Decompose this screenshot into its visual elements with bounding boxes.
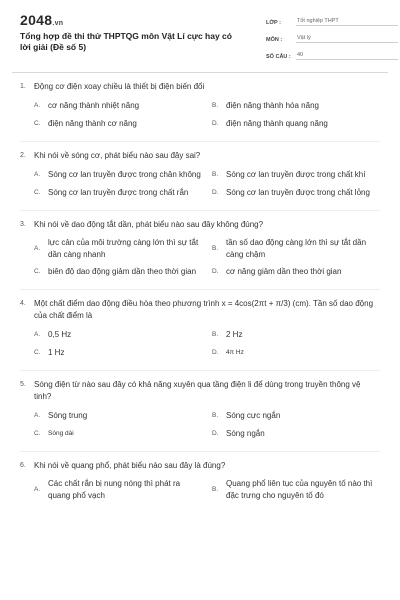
site-logo[interactable] — [20, 12, 63, 28]
answer-options — [20, 409, 380, 441]
option-text: cơ năng thành nhiệt năng — [48, 101, 140, 110]
answer-option[interactable] — [212, 265, 380, 279]
option-text: điện năng thành hóa năng — [226, 101, 319, 110]
answer-options — [20, 237, 380, 279]
option-letter: A. — [34, 486, 41, 493]
answer-option[interactable] — [212, 237, 380, 261]
answer-option[interactable] — [212, 328, 380, 342]
option-letter: B. — [212, 245, 219, 252]
option-text: Sóng cơ lan truyền được trong chất khí — [226, 170, 366, 179]
question-list — [12, 73, 388, 502]
option-text: Quang phổ liên tục của nguyên tố nào thì đặc trưng cho nguyên tố đó — [226, 479, 373, 500]
answer-option[interactable] — [212, 99, 380, 113]
option-text: 0,5 Hz — [48, 330, 72, 339]
question-text: Sóng điện từ nào sau đây có khả năng xuyên qua tầng điện li để dùng trong truyền thông vệ tinh? — [34, 380, 361, 401]
answer-option[interactable] — [34, 265, 202, 279]
question-number: 5. — [20, 381, 26, 388]
answer-options — [20, 99, 380, 131]
option-letter: A. — [34, 245, 41, 252]
option-text: cơ năng giảm dần theo thời gian — [226, 267, 342, 276]
meta-value: Tốt nghiệp THPT — [296, 18, 398, 26]
option-letter: B. — [212, 486, 219, 493]
option-letter: D. — [212, 120, 219, 127]
option-letter: D. — [212, 349, 219, 356]
answer-option[interactable] — [34, 427, 202, 441]
logo-text: 2048 — [20, 12, 53, 28]
answer-option[interactable] — [34, 99, 202, 113]
question — [20, 150, 380, 200]
option-letter: C. — [34, 430, 41, 437]
option-text: 1 Hz — [48, 348, 65, 357]
option-text: 2 Hz — [226, 330, 243, 339]
answer-option[interactable] — [212, 168, 380, 182]
answer-option[interactable] — [34, 237, 202, 261]
answer-option[interactable] — [212, 186, 380, 200]
question-text: Khi nói về quang phổ, phát biểu nào sau đây là đúng? — [34, 461, 226, 470]
question — [20, 219, 380, 279]
option-letter: C. — [34, 349, 41, 356]
question-divider — [20, 451, 380, 452]
option-letter: A. — [34, 171, 41, 178]
meta-row-count — [266, 47, 398, 60]
option-text: Sóng trung — [48, 411, 88, 420]
meta-key: SỐ CÂU : — [266, 54, 291, 60]
question — [20, 460, 380, 502]
answer-option[interactable] — [34, 168, 202, 182]
option-text: 4π Hz — [226, 349, 244, 356]
question-divider — [20, 370, 380, 371]
answer-option[interactable] — [212, 427, 380, 441]
option-text: Sóng dài — [48, 430, 74, 437]
answer-option[interactable] — [212, 409, 380, 423]
question — [20, 298, 380, 360]
meta-key: MÔN : — [266, 37, 283, 43]
exam-meta — [266, 13, 398, 64]
question-divider — [20, 210, 380, 211]
answer-option[interactable] — [34, 328, 202, 342]
answer-option[interactable] — [34, 186, 202, 200]
question-number: 4. — [20, 300, 26, 307]
meta-value: Vật lý — [296, 35, 398, 43]
question-number: 2. — [20, 152, 26, 159]
meta-row-class — [266, 13, 398, 26]
option-text: Sóng cơ lan truyền được trong chất rắn — [48, 188, 189, 197]
exam-header — [12, 0, 388, 73]
option-letter: A. — [34, 331, 41, 338]
option-text: Sóng cơ lan truyền được trong chất lỏng — [226, 188, 370, 197]
question — [20, 81, 380, 131]
question-divider — [20, 141, 380, 142]
option-letter: B. — [212, 171, 219, 178]
option-text: Sóng cực ngắn — [226, 411, 281, 420]
question-text: Khi nói về dao động tắt dần, phát biểu nào sau đây không đúng? — [34, 220, 264, 229]
answer-option[interactable] — [34, 409, 202, 423]
option-letter: B. — [212, 102, 219, 109]
option-text: điện năng thành cơ năng — [48, 119, 137, 128]
option-text: biên độ dao động giảm dần theo thời gian — [48, 267, 197, 276]
option-text: tần số dao động càng lớn thì sự tắt dần càng chậm — [226, 238, 367, 259]
option-letter: B. — [212, 412, 219, 419]
option-text: Sóng cơ lan truyền được trong chân không — [48, 170, 201, 179]
meta-key: LỚP : — [266, 20, 281, 26]
option-letter: C. — [34, 268, 41, 275]
answer-option[interactable] — [34, 346, 202, 360]
option-letter: A. — [34, 412, 41, 419]
answer-option[interactable] — [212, 346, 380, 360]
option-letter: B. — [212, 331, 219, 338]
option-letter: D. — [212, 189, 219, 196]
option-letter: D. — [212, 430, 219, 437]
answer-options — [20, 328, 380, 360]
option-text: Các chất rắn bị nung nóng thì phát ra quang phổ vạch — [48, 479, 181, 500]
option-text: điện năng thành quang năng — [226, 119, 328, 128]
meta-row-subject — [266, 30, 398, 43]
answer-option[interactable] — [34, 478, 202, 502]
question — [20, 379, 380, 441]
logo-domain: .vn — [52, 20, 64, 27]
option-letter: C. — [34, 120, 41, 127]
option-letter: A. — [34, 102, 41, 109]
answer-option[interactable] — [212, 478, 380, 502]
option-text: Sóng ngắn — [226, 429, 265, 438]
answer-options — [20, 168, 380, 200]
option-letter: C. — [34, 189, 41, 196]
question-text: Khi nói về sóng cơ, phát biểu nào sau đây sai? — [34, 151, 201, 160]
answer-option[interactable] — [34, 117, 202, 131]
option-text: lực cản của môi trường càng lớn thì sự tắt dần càng nhanh — [48, 238, 199, 259]
question-text: Động cơ điện xoay chiều là thiết bị điện biến đổi — [34, 82, 205, 91]
question-text: Một chất điểm dao động điều hòa theo phương trình x = 4cos(2πt + π/3) (cm). Tần số dao động của chất điểm là — [34, 299, 374, 320]
question-number: 6. — [20, 462, 26, 469]
document-title: Tổng hợp đề thi thử THPTQG môn Vật Lí cực hay có lời giải (Đề số 5) — [20, 31, 232, 52]
answer-options — [20, 478, 380, 502]
meta-value: 40 — [296, 52, 398, 60]
option-letter: D. — [212, 268, 219, 275]
question-number: 3. — [20, 221, 26, 228]
question-number: 1. — [20, 83, 26, 90]
question-divider — [20, 289, 380, 290]
answer-option[interactable] — [212, 117, 380, 131]
